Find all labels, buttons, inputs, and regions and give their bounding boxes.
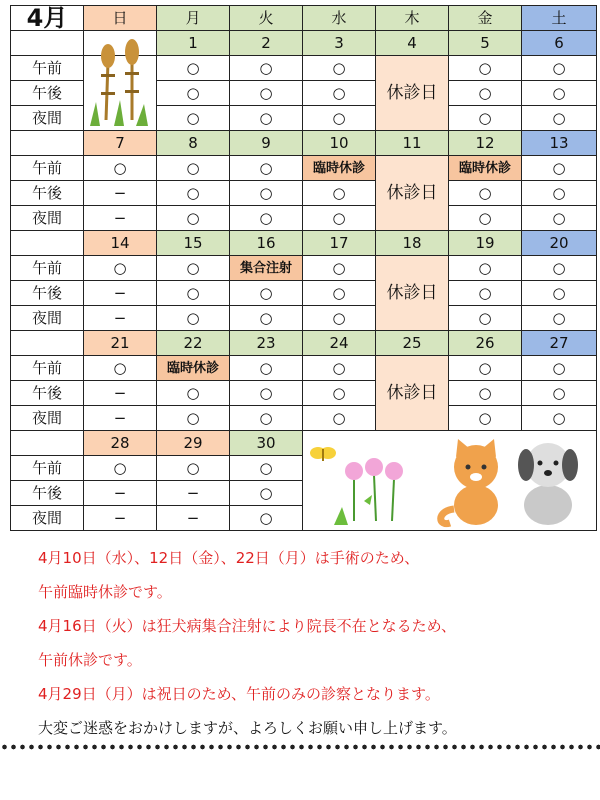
- session-label: 夜間: [10, 505, 84, 531]
- session-label: 午前: [10, 455, 84, 481]
- session-mark: ○: [448, 55, 522, 81]
- weekday-header: 月: [156, 5, 230, 31]
- special-note-cell: 臨時休診: [448, 155, 522, 181]
- date-header: 26: [448, 330, 522, 356]
- session-mark: ○: [156, 205, 230, 231]
- session-mark: ○: [448, 355, 522, 381]
- session-label: 夜間: [10, 405, 84, 431]
- session-mark: ○: [229, 105, 303, 131]
- session-mark: ○: [156, 80, 230, 106]
- session-mark: ○: [302, 280, 376, 306]
- date-header: 10: [302, 130, 376, 156]
- session-mark: ○: [521, 255, 597, 281]
- session-mark: −: [83, 280, 157, 306]
- session-label: 夜間: [10, 305, 84, 331]
- special-note-cell: 集合注射: [229, 255, 303, 281]
- date-header: 6: [521, 30, 597, 56]
- session-mark: ○: [229, 205, 303, 231]
- session-mark: ○: [521, 405, 597, 431]
- session-mark: ○: [83, 255, 157, 281]
- session-mark: ○: [229, 280, 303, 306]
- session-mark: ○: [229, 405, 303, 431]
- gray-dog-icon: [518, 443, 578, 525]
- week-label-spacer: [10, 330, 84, 356]
- session-mark: ○: [229, 455, 303, 481]
- session-mark: −: [83, 505, 157, 531]
- weekday-header: 木: [375, 5, 449, 31]
- session-mark: ○: [83, 355, 157, 381]
- session-mark: ○: [302, 55, 376, 81]
- session-label: 午前: [10, 155, 84, 181]
- session-mark: ○: [156, 405, 230, 431]
- notice-line: 午前休診です。: [38, 651, 142, 669]
- dotted-divider: [0, 744, 600, 750]
- date-header: 24: [302, 330, 376, 356]
- session-mark: ○: [302, 180, 376, 206]
- session-mark: ○: [156, 380, 230, 406]
- butterfly-icon: [310, 447, 336, 461]
- session-mark: ○: [521, 280, 597, 306]
- session-mark: ○: [448, 255, 522, 281]
- week-label-spacer: [10, 230, 84, 256]
- date-header: 14: [83, 230, 157, 256]
- session-mark: −: [83, 380, 157, 406]
- session-mark: ○: [448, 380, 522, 406]
- session-mark: ○: [521, 380, 597, 406]
- session-mark: ○: [83, 155, 157, 181]
- session-mark: −: [83, 205, 157, 231]
- session-mark: ○: [229, 480, 303, 506]
- closed-day-box: 休診日: [375, 155, 449, 231]
- closed-day-box: 休診日: [375, 255, 449, 331]
- date-header: 2: [229, 30, 303, 56]
- weekday-header: 金: [448, 5, 522, 31]
- notice-line: 4月16日（火）は狂犬病集合注射により院長不在となるため、: [38, 617, 457, 635]
- session-mark: ○: [448, 180, 522, 206]
- session-mark: ○: [156, 180, 230, 206]
- session-mark: ○: [229, 155, 303, 181]
- session-label: 午後: [10, 480, 84, 506]
- session-label: 午前: [10, 255, 84, 281]
- session-mark: ○: [229, 305, 303, 331]
- notice-line: 4月10日（水）、12日（金）、22日（月）は手術のため、: [38, 549, 420, 567]
- session-mark: ○: [521, 355, 597, 381]
- session-mark: −: [156, 505, 230, 531]
- clover-flowers-icon: [334, 458, 403, 525]
- session-mark: ○: [156, 105, 230, 131]
- session-mark: ○: [156, 305, 230, 331]
- session-mark: ○: [302, 380, 376, 406]
- session-label: 午前: [10, 355, 84, 381]
- session-mark: ○: [229, 355, 303, 381]
- session-mark: −: [83, 305, 157, 331]
- date-header: 30: [229, 430, 303, 456]
- date-header: 8: [156, 130, 230, 156]
- session-mark: ○: [229, 180, 303, 206]
- date-header: 18: [375, 230, 449, 256]
- session-mark: ○: [448, 305, 522, 331]
- date-header: 29: [156, 430, 230, 456]
- session-mark: ○: [448, 205, 522, 231]
- session-mark: ○: [302, 80, 376, 106]
- notice-text: [38, 541, 578, 745]
- week-label-spacer: [10, 30, 84, 56]
- session-mark: ○: [302, 355, 376, 381]
- date-header: 13: [521, 130, 597, 156]
- session-mark: ○: [448, 80, 522, 106]
- session-mark: ○: [521, 55, 597, 81]
- session-mark: ○: [448, 105, 522, 131]
- session-mark: ○: [156, 455, 230, 481]
- session-mark: ○: [229, 80, 303, 106]
- session-mark: ○: [521, 305, 597, 331]
- date-header: 9: [229, 130, 303, 156]
- horsetail-sprouts-icon: [84, 32, 156, 130]
- session-mark: ○: [156, 280, 230, 306]
- date-header: 12: [448, 130, 522, 156]
- session-label: 夜間: [10, 105, 84, 131]
- session-mark: ○: [156, 155, 230, 181]
- date-header: 27: [521, 330, 597, 356]
- session-mark: ○: [448, 405, 522, 431]
- date-header: 21: [83, 330, 157, 356]
- session-label: 午前: [10, 55, 84, 81]
- notice-line: 午前臨時休診です。: [38, 583, 172, 601]
- session-mark: ○: [302, 305, 376, 331]
- session-mark: ○: [229, 55, 303, 81]
- date-header: 16: [229, 230, 303, 256]
- notice-line: 4月29日（月）は祝日のため、午前のみの診察となります。: [38, 685, 440, 703]
- session-mark: ○: [302, 255, 376, 281]
- date-header: 19: [448, 230, 522, 256]
- session-mark: ○: [521, 205, 597, 231]
- weekday-header: 日: [83, 5, 157, 31]
- session-mark: ○: [521, 155, 597, 181]
- date-header: 5: [448, 30, 522, 56]
- weekday-header: 土: [521, 5, 597, 31]
- date-header: 22: [156, 330, 230, 356]
- session-mark: ○: [229, 505, 303, 531]
- session-label: 夜間: [10, 205, 84, 231]
- date-header: 28: [83, 430, 157, 456]
- april-schedule-calendar: [10, 5, 596, 525]
- date-header: 3: [302, 30, 376, 56]
- session-mark: ○: [521, 80, 597, 106]
- illustration-panel: [83, 30, 157, 131]
- session-mark: −: [83, 405, 157, 431]
- date-header: 23: [229, 330, 303, 356]
- month-label: 4月: [10, 5, 84, 31]
- session-label: 午後: [10, 180, 84, 206]
- session-mark: ○: [302, 405, 376, 431]
- session-mark: ○: [448, 280, 522, 306]
- session-label: 午後: [10, 80, 84, 106]
- session-label: 午後: [10, 280, 84, 306]
- session-mark: ○: [302, 205, 376, 231]
- weekday-header: 火: [229, 5, 303, 31]
- session-mark: −: [83, 180, 157, 206]
- session-mark: −: [83, 480, 157, 506]
- illustration-panel: [302, 430, 597, 531]
- date-header: 4: [375, 30, 449, 56]
- date-header: 11: [375, 130, 449, 156]
- weekday-header: 水: [302, 5, 376, 31]
- session-mark: ○: [83, 455, 157, 481]
- session-mark: ○: [156, 255, 230, 281]
- orange-cat-icon: [440, 439, 497, 525]
- week-label-spacer: [10, 130, 84, 156]
- date-header: 17: [302, 230, 376, 256]
- session-label: 午後: [10, 380, 84, 406]
- date-header: 15: [156, 230, 230, 256]
- notice-line: 大変ご迷惑をおかけしますが、よろしくお願い申し上げます。: [38, 719, 457, 737]
- date-header: 7: [83, 130, 157, 156]
- session-mark: ○: [156, 55, 230, 81]
- session-mark: ○: [521, 180, 597, 206]
- date-header: 20: [521, 230, 597, 256]
- session-mark: −: [156, 480, 230, 506]
- date-header: 1: [156, 30, 230, 56]
- closed-day-box: 休診日: [375, 355, 449, 431]
- session-mark: ○: [229, 380, 303, 406]
- session-mark: ○: [521, 105, 597, 131]
- session-mark: ○: [302, 105, 376, 131]
- special-note-cell: 臨時休診: [156, 355, 230, 381]
- date-header: 25: [375, 330, 449, 356]
- closed-day-box: 休診日: [375, 55, 449, 131]
- week-label-spacer: [10, 430, 84, 456]
- special-note-cell: 臨時休診: [302, 155, 376, 181]
